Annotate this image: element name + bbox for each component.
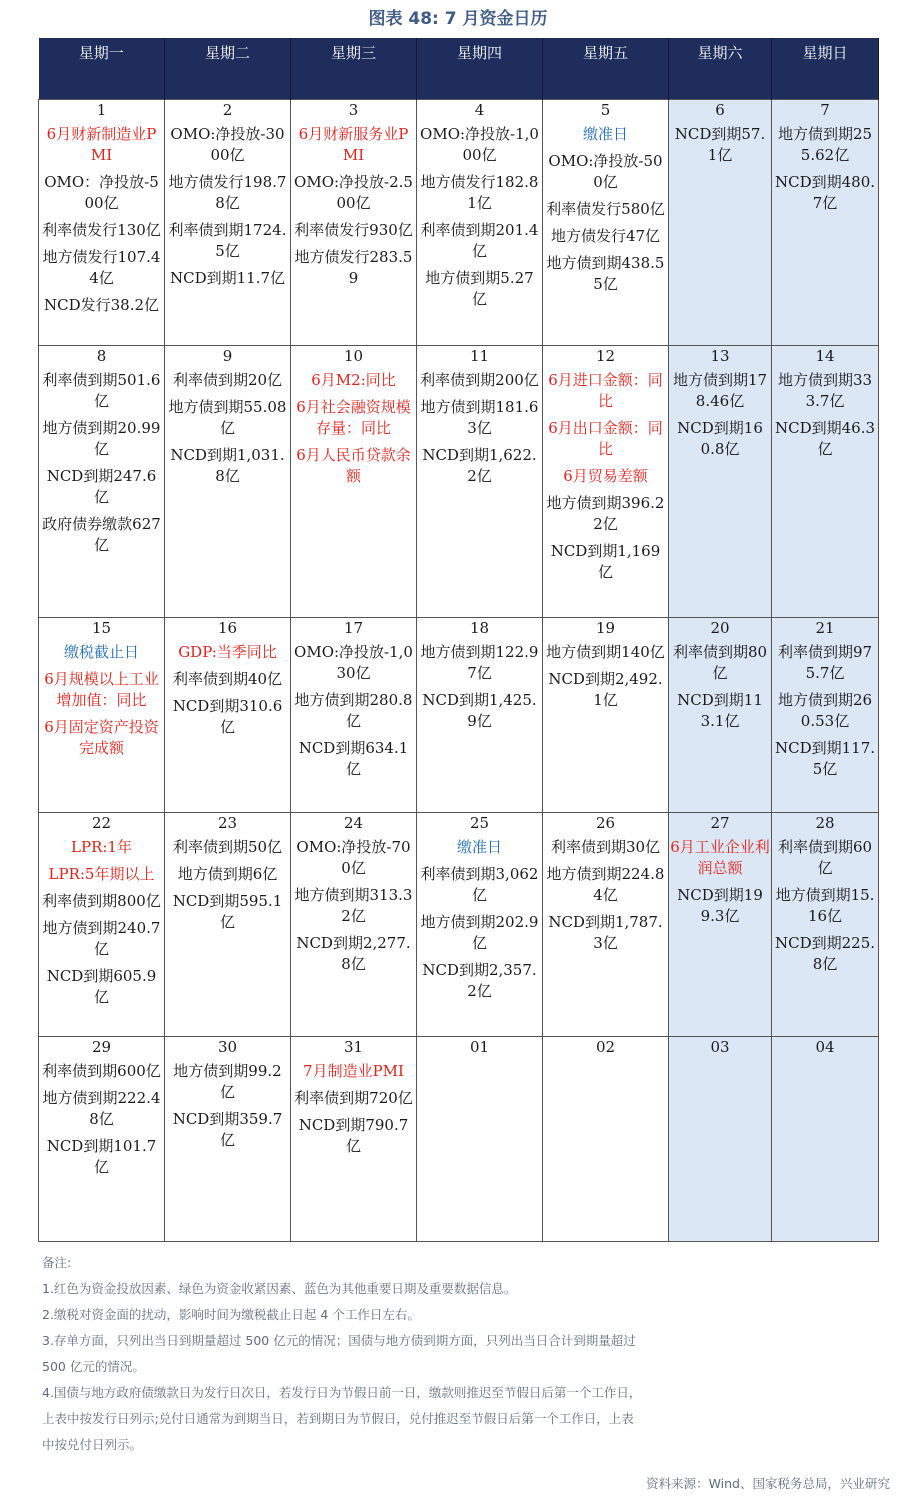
- calendar-event: 利率债到期20亿: [172, 371, 283, 389]
- calendar-day-cell: [39, 618, 165, 813]
- calendar-event: NCD到期1,787.3亿: [548, 913, 663, 952]
- calendar-event: 地方债到期255.62亿: [777, 125, 873, 164]
- calendar-event: NCD到期113.1亿: [677, 691, 763, 730]
- calendar-event: 6月出口金额：同比: [548, 419, 663, 458]
- calendar-event: NCD到期2,357.2亿: [422, 961, 537, 1000]
- calendar-day-cell: [291, 618, 417, 813]
- day-number: 7: [820, 101, 830, 119]
- calendar-event: 地方债发行283.59: [294, 248, 413, 287]
- calendar-event: 利率债到期201.4亿: [420, 221, 539, 260]
- calendar-week-row: [39, 346, 879, 618]
- chart-title: 图表 48: 7 月资金日历: [368, 9, 548, 29]
- day-number: 5: [600, 101, 611, 119]
- calendar-event: NCD到期247.6亿: [46, 467, 157, 506]
- day-number: 31: [343, 1038, 364, 1056]
- calendar-day-cell: [772, 1037, 879, 1242]
- calendar-day-cell: [291, 346, 417, 618]
- calendar-event: 6月人民币贷款余额: [296, 446, 411, 485]
- calendar-event: NCD到期480.7亿: [774, 173, 876, 212]
- calendar-day-cell: [417, 618, 543, 813]
- calendar-event: NCD到期1,169亿: [550, 542, 661, 581]
- calendar-event: 6月规模以上工业增加值：同比: [44, 670, 159, 709]
- day-number: 6: [715, 101, 725, 119]
- calendar-event: NCD到期199.3亿: [677, 886, 763, 925]
- weekday-header: 星期三: [291, 38, 417, 100]
- day-number: 8: [96, 347, 107, 365]
- calendar-event: 利率债到期50亿: [172, 838, 283, 856]
- calendar-event: NCD到期2,277.8亿: [296, 934, 411, 973]
- calendar-event: 6月财新服务业PMI: [298, 125, 409, 164]
- calendar-day-cell: [39, 346, 165, 618]
- calendar-event: GDP:当季同比: [178, 643, 277, 661]
- calendar-event: 地方债到期313.32亿: [294, 886, 413, 925]
- calendar-event: 利率债到期60亿: [777, 838, 873, 877]
- calendar-event: NCD到期160.8亿: [677, 419, 763, 458]
- calendar-event: 政府债券缴款627亿: [42, 515, 161, 554]
- calendar-day-cell: [291, 813, 417, 1037]
- calendar-event: 利率债到期975.7亿: [777, 643, 873, 682]
- calendar-event: NCD到期11.7亿: [169, 269, 286, 287]
- calendar-event: 地方债到期181.63亿: [420, 398, 539, 437]
- calendar-day-cell: [39, 100, 165, 346]
- calendar-day-cell: [772, 346, 879, 618]
- calendar-event: NCD到期1,425.9亿: [422, 691, 537, 730]
- calendar-event: 6月贸易差额: [563, 467, 648, 485]
- calendar-event: 地方债到期222.48亿: [42, 1089, 161, 1128]
- note-line: 1.红色为资金投放因素、绿色为资金收紧因素、蓝色为其他重要日期及重要数据信息。: [42, 1281, 517, 1296]
- calendar-event: 利率债到期40亿: [172, 670, 283, 688]
- calendar-event: 6月固定资产投资完成额: [44, 718, 159, 757]
- calendar-day-cell: [772, 813, 879, 1037]
- calendar-event: 地方债发行107.44亿: [42, 248, 161, 287]
- weekday-header: 星期六: [669, 38, 772, 100]
- calendar-event: 地方债到期140亿: [546, 643, 665, 661]
- day-number: 27: [710, 814, 730, 832]
- day-number: 1: [96, 101, 107, 119]
- notes-section: [42, 1250, 742, 1458]
- weekday-header: 星期一: [39, 38, 165, 100]
- day-number: 19: [595, 619, 616, 637]
- day-number: 17: [343, 619, 364, 637]
- calendar-day-cell: [39, 813, 165, 1037]
- weekday-header: 星期五: [543, 38, 669, 100]
- calendar-event: NCD到期605.9亿: [46, 967, 157, 1006]
- day-number: 18: [469, 619, 490, 637]
- note-line: 2.缴税对资金面的扰动，影响时间为缴税截止日起 4 个工作日左右。: [42, 1307, 420, 1322]
- calendar-event: 地方债发行182.81亿: [420, 173, 539, 212]
- calendar-event: 地方债到期99.2亿: [173, 1062, 282, 1101]
- calendar-event: 6月财新制造业PMI: [46, 125, 157, 164]
- calendar-event: 利率债到期1724.5亿: [168, 221, 287, 260]
- calendar-day-cell: [772, 100, 879, 346]
- day-number: 01: [469, 1038, 490, 1056]
- calendar-event: 利率债到期720亿: [294, 1089, 413, 1107]
- calendar-event: NCD到期57.1亿: [674, 125, 766, 164]
- note-line: 500 亿元的情况。: [42, 1359, 145, 1374]
- day-number: 02: [595, 1038, 616, 1056]
- day-number: 20: [710, 619, 730, 637]
- calendar-event: NCD到期117.5亿: [774, 739, 876, 778]
- calendar-day-cell: [165, 100, 291, 346]
- calendar-event: NCD发行38.2亿: [43, 296, 160, 314]
- calendar-day-cell: [669, 813, 772, 1037]
- note-line: 3.存单方面，只列出当日到期量超过 500 亿元的情况；国债与地方债到期方面，只列出当日合计到期量超过: [42, 1333, 636, 1348]
- calendar-day-cell: [543, 346, 669, 618]
- calendar-event: 利率债到期80亿: [672, 643, 768, 682]
- calendar-day-cell: [417, 1037, 543, 1242]
- calendar-event: NCD到期634.1亿: [298, 739, 409, 778]
- calendar-event: 地方债到期260.53亿: [777, 691, 873, 730]
- calendar-event: NCD到期101.7亿: [46, 1137, 157, 1176]
- calendar-event: 利率债到期3,062亿: [420, 865, 539, 904]
- calendar-event: 地方债到期55.08亿: [168, 398, 287, 437]
- day-number: 10: [343, 347, 364, 365]
- note-line: 中按兑付日列示。: [42, 1437, 143, 1452]
- day-number: 3: [348, 101, 359, 119]
- day-number: 28: [815, 814, 835, 832]
- calendar-event: NCD到期310.6亿: [172, 697, 283, 736]
- day-number: 23: [217, 814, 238, 832]
- calendar-event: NCD到期2,492.1亿: [548, 670, 663, 709]
- calendar-event: 6月进口金额：同比: [548, 371, 663, 410]
- calendar-event: 利率债发行130亿: [42, 221, 161, 239]
- calendar-event: NCD到期595.1亿: [172, 892, 283, 931]
- calendar-week-row: [39, 618, 879, 813]
- calendar-event: 利率债到期501.6亿: [42, 371, 161, 410]
- calendar-day-cell: [165, 346, 291, 618]
- day-number: 16: [217, 619, 238, 637]
- day-number: 15: [91, 619, 112, 637]
- calendar-event: 地方债到期202.9亿: [420, 913, 539, 952]
- calendar-day-cell: [669, 100, 772, 346]
- calendar-event: LPR:1年: [71, 838, 132, 856]
- calendar-week-row: [39, 1037, 879, 1242]
- calendar-event: LPR:5年期以上: [48, 865, 155, 883]
- calendar-day-cell: [543, 100, 669, 346]
- calendar-event: 地方债到期20.99亿: [42, 419, 161, 458]
- calendar-event: 缴税截止日: [63, 643, 139, 661]
- calendar-event: 利率债发行930亿: [294, 221, 413, 239]
- calendar-event: 缴准日: [456, 838, 502, 856]
- calendar-event: OMO：净投放-500亿: [44, 173, 159, 212]
- calendar-event: 利率债发行580亿: [546, 200, 665, 218]
- calendar-day-cell: [543, 813, 669, 1037]
- day-number: 04: [815, 1038, 835, 1056]
- weekday-header: 星期四: [417, 38, 543, 100]
- calendar-day-cell: [669, 346, 772, 618]
- calendar-day-cell: [291, 1037, 417, 1242]
- calendar-event: 7月制造业PMI: [303, 1062, 404, 1080]
- calendar-day-cell: [543, 618, 669, 813]
- calendar-event: 地方债到期438.55亿: [546, 254, 665, 293]
- day-number: 4: [474, 101, 485, 119]
- day-number: 22: [91, 814, 112, 832]
- calendar-week-row: [39, 100, 879, 346]
- calendar-day-cell: [165, 813, 291, 1037]
- weekday-header-row: [39, 38, 879, 100]
- weekday-header: 星期日: [772, 38, 879, 100]
- day-number: 29: [91, 1038, 112, 1056]
- calendar-body: [39, 100, 879, 1242]
- day-number: 2: [222, 101, 233, 119]
- day-number: 24: [343, 814, 364, 832]
- calendar-event: OMO:净投放-3000亿: [170, 125, 285, 164]
- calendar-event: OMO:净投放-2.500亿: [294, 173, 413, 212]
- calendar-event: OMO:净投放-1,000亿: [420, 125, 539, 164]
- day-number: 13: [710, 347, 730, 365]
- source-note: 资料来源：Wind、国家税务总局，兴业研究: [646, 1476, 890, 1491]
- calendar-event: 缴准日: [582, 125, 628, 143]
- calendar-day-cell: [417, 100, 543, 346]
- day-number: 12: [595, 347, 616, 365]
- calendar-event: 地方债到期396.22亿: [546, 494, 665, 533]
- fund-calendar-table: [38, 38, 879, 1242]
- day-number: 9: [222, 347, 233, 365]
- calendar-day-cell: [772, 618, 879, 813]
- calendar-event: NCD到期225.8亿: [774, 934, 876, 973]
- calendar-event: 地方债发行198.78亿: [168, 173, 287, 212]
- calendar-event: NCD到期46.3亿: [774, 419, 876, 458]
- calendar-event: 利率债到期800亿: [42, 892, 161, 910]
- note-line: 4.国债与地方政府债缴款日为发行日次日，若发行日为节假日前一日，缴款则推迟至节假日后第一个工作日，: [42, 1385, 642, 1400]
- calendar-event: OMO:净投放-700亿: [296, 838, 411, 877]
- calendar-event: 地方债到期6亿: [177, 865, 278, 883]
- calendar-day-cell: [669, 1037, 772, 1242]
- day-number: 21: [815, 619, 835, 637]
- calendar-event: 地方债到期280.8亿: [294, 691, 413, 730]
- day-number: 30: [217, 1038, 238, 1056]
- calendar-day-cell: [165, 618, 291, 813]
- calendar-event: OMO:净投放-1,030亿: [294, 643, 413, 682]
- calendar-event: NCD到期1,622.2亿: [422, 446, 537, 485]
- calendar-event: 利率债到期200亿: [420, 371, 539, 389]
- calendar-event: 6月工业企业利润总额: [670, 838, 770, 877]
- day-number: 03: [710, 1038, 730, 1056]
- calendar-event: NCD到期359.7亿: [172, 1110, 283, 1149]
- calendar-event: 地方债到期240.7亿: [42, 919, 161, 958]
- calendar-event: 6月社会融资规模存量：同比: [296, 398, 411, 437]
- calendar-event: 地方债到期15.16亿: [775, 886, 875, 925]
- note-line: 上表中按发行日列示;兑付日通常为到期当日，若到期日为节假日，兑付推迟至节假日后第一个工作日，上表: [42, 1411, 634, 1426]
- calendar-event: 地方债发行47亿: [550, 227, 661, 245]
- calendar-event: NCD到期790.7亿: [298, 1116, 409, 1155]
- calendar-day-cell: [669, 618, 772, 813]
- calendar-event: 地方债到期333.7亿: [777, 371, 873, 410]
- calendar-event: 地方债到期178.46亿: [672, 371, 768, 410]
- calendar-day-cell: [417, 346, 543, 618]
- calendar-event: 利率债到期30亿: [550, 838, 661, 856]
- calendar-event: NCD到期1,031.8亿: [170, 446, 285, 485]
- calendar-event: 地方债到期224.84亿: [546, 865, 665, 904]
- calendar-event: OMO:净投放-500亿: [548, 152, 663, 191]
- weekday-header: 星期二: [165, 38, 291, 100]
- calendar-event: 利率债到期600亿: [42, 1062, 161, 1080]
- day-number: 25: [469, 814, 490, 832]
- calendar-day-cell: [417, 813, 543, 1037]
- calendar-day-cell: [543, 1037, 669, 1242]
- calendar-event: 地方债到期5.27亿: [425, 269, 534, 308]
- calendar-day-cell: [165, 1037, 291, 1242]
- calendar-day-cell: [39, 1037, 165, 1242]
- calendar-day-cell: [291, 100, 417, 346]
- calendar-event: 6月M2:同比: [311, 371, 396, 389]
- day-number: 11: [469, 347, 490, 365]
- calendar-week-row: [39, 813, 879, 1037]
- day-number: 26: [595, 814, 616, 832]
- day-number: 14: [815, 347, 835, 365]
- calendar-event: 地方债到期122.97亿: [420, 643, 539, 682]
- notes-heading: 备注:: [42, 1255, 72, 1270]
